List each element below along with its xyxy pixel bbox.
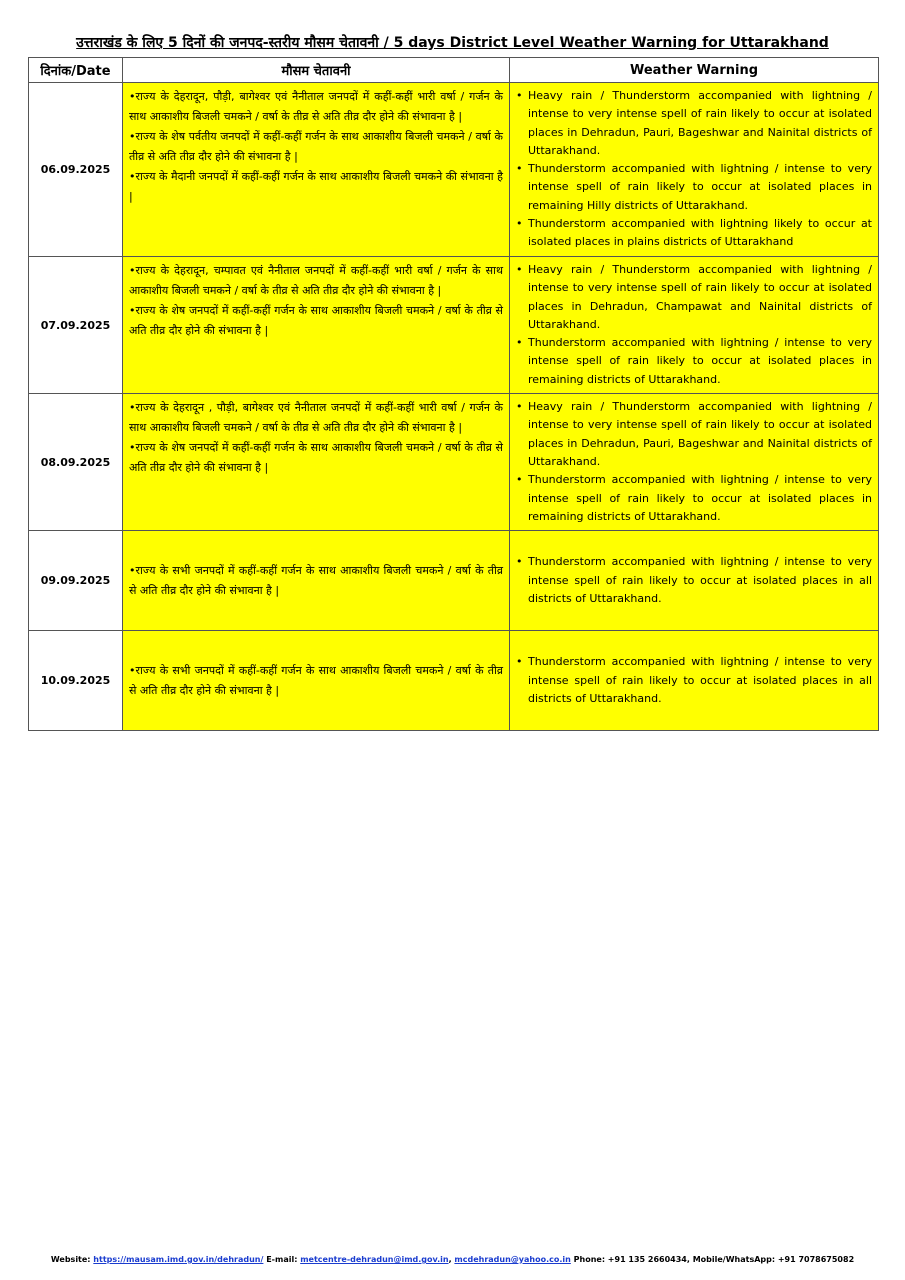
hindi-warning-cell <box>123 83 510 257</box>
email-separator: , <box>448 1255 455 1264</box>
list-item: • Thunderstorm accompanied with lightning / intense to very intense spell of rain likely to occur at isolated places in all districts of Uttarakhand. <box>516 653 872 708</box>
list-item: • Heavy rain / Thunderstorm accompanied with lightning / intense to very intense spell of rain likely to occur at isolated places in Dehradun, Pauri, Bageshwar and Nainital districts of Uttarakhand. <box>516 87 872 160</box>
list-item: • Thunderstorm accompanied with lightning likely to occur at isolated places in plains districts of Uttarakhand <box>516 215 872 252</box>
table-row <box>29 257 879 394</box>
row-date: 06.09.2025 <box>29 83 123 257</box>
list-item: • Thunderstorm accompanied with lightning / intense to very intense spell of rain likely to occur at isolated places in remaining Hilly districts of Uttarakhand. <box>516 160 872 215</box>
list-item: • Thunderstorm accompanied with lightning / intense to very intense spell of rain likely to occur at isolated places in all districts of Uttarakhand. <box>516 553 872 608</box>
table-row <box>29 83 879 257</box>
hindi-warning-cell <box>123 531 510 631</box>
page-title: उत्तराखंड के लिए 5 दिनों की जनपद-स्तरीय मौसम चेतावनी / 5 days District Level Weather Warning for Uttarakhand <box>76 35 829 51</box>
header-english-warning: Weather Warning <box>510 58 879 83</box>
email-label: E-mail: <box>263 1255 301 1264</box>
list-item: • राज्य के सभी जनपदों में कहीं-कहीं गर्जन के साथ आकाशीय बिजली चमकने / वर्षा के तीव्र से अति तीव्र दौर होने की संभावना है | <box>129 561 503 601</box>
email-link-secondary[interactable]: mcdehradun@yahoo.co.in <box>454 1255 571 1264</box>
hindi-warning-cell <box>123 631 510 731</box>
list-item: • राज्य के मैदानी जनपदों में कहीं-कहीं गर्जन के साथ आकाशीय बिजली चमकने की संभावना है | <box>129 167 503 207</box>
english-warning-cell <box>510 531 879 631</box>
english-warning-cell <box>510 83 879 257</box>
list-item: • Thunderstorm accompanied with lightning / intense to very intense spell of rain likely to occur at isolated places in remaining districts of Uttarakhand. <box>516 471 872 526</box>
weather-warning-table <box>28 57 879 731</box>
header-date: दिनांक/Date <box>29 58 123 83</box>
english-warning-cell <box>510 394 879 531</box>
list-item: • राज्य के देहरादून, चम्पावत एवं नैनीताल जनपदों में कहीं-कहीं भारी वर्षा / गर्जन के साथ आकाशीय बिजली चमकने / वर्षा के तीव्र से अति तीव्र दौर होने की संभावना है | <box>129 261 503 301</box>
list-item: • राज्य के शेष पर्वतीय जनपदों में कहीं-कहीं गर्जन के साथ आकाशीय बिजली चमकने / वर्षा के तीव्र से अति तीव्र दौर होने की संभावना है | <box>129 127 503 167</box>
list-item: • राज्य के सभी जनपदों में कहीं-कहीं गर्जन के साथ आकाशीय बिजली चमकने / वर्षा के तीव्र से अति तीव्र दौर होने की संभावना है | <box>129 661 503 701</box>
list-item: • राज्य के शेष जनपदों में कहीं-कहीं गर्जन के साथ आकाशीय बिजली चमकने / वर्षा के तीव्र से अति तीव्र दौर होने की संभावना है | <box>129 438 503 478</box>
list-item: • Thunderstorm accompanied with lightning / intense to very intense spell of rain likely to occur at isolated places in remaining districts of Uttarakhand. <box>516 334 872 389</box>
list-item: • Heavy rain / Thunderstorm accompanied with lightning / intense to very intense spell of rain likely to occur at isolated places in Dehradun, Champawat and Nainital districts of Uttarakhand. <box>516 261 872 334</box>
table-header-row <box>29 58 879 83</box>
hindi-warning-cell <box>123 257 510 394</box>
website-link[interactable]: https://mausam.imd.gov.in/dehradun/ <box>93 1255 264 1264</box>
website-label: Website: <box>50 1255 94 1264</box>
phone-text: Phone: +91 135 2660434, Mobile/WhatsApp: +91 7078675082 <box>570 1255 855 1264</box>
row-date: 09.09.2025 <box>29 531 123 631</box>
table-row <box>29 531 879 631</box>
row-date: 08.09.2025 <box>29 394 123 531</box>
header-hindi-warning: मौसम चेतावनी <box>123 58 510 83</box>
hindi-warning-cell <box>123 394 510 531</box>
row-date: 10.09.2025 <box>29 631 123 731</box>
english-warning-cell <box>510 257 879 394</box>
list-item: • राज्य के शेष जनपदों में कहीं-कहीं गर्जन के साथ आकाशीय बिजली चमकने / वर्षा के तीव्र से अति तीव्र दौर होने की संभावना है | <box>129 301 503 341</box>
english-warning-cell <box>510 631 879 731</box>
table-row <box>29 631 879 731</box>
list-item: • राज्य के देहरादून , पौड़ी, बागेश्वर एवं नैनीताल जनपदों में कहीं-कहीं भारी वर्षा / गर्जन के साथ आकाशीय बिजली चमकने / वर्षा के तीव्र से अति तीव्र दौर होने की संभावना है | <box>129 398 503 438</box>
email-link-primary[interactable]: metcentre-dehradun@imd.gov.in <box>300 1255 449 1264</box>
row-date: 07.09.2025 <box>29 257 123 394</box>
table-row <box>29 394 879 531</box>
list-item: • Heavy rain / Thunderstorm accompanied with lightning / intense to very intense spell of rain likely to occur at isolated places in Dehradun, Pauri, Bageshwar and Nainital districts of Uttarakhand. <box>516 398 872 471</box>
footer-contact <box>0 1255 905 1264</box>
list-item: • राज्य के देहरादून, पौड़ी, बागेश्वर एवं नैनीताल जनपदों में कहीं-कहीं भारी वर्षा / गर्जन के साथ आकाशीय बिजली चमकने / वर्षा के तीव्र से अति तीव्र दौर होने की संभावना है | <box>129 87 503 127</box>
